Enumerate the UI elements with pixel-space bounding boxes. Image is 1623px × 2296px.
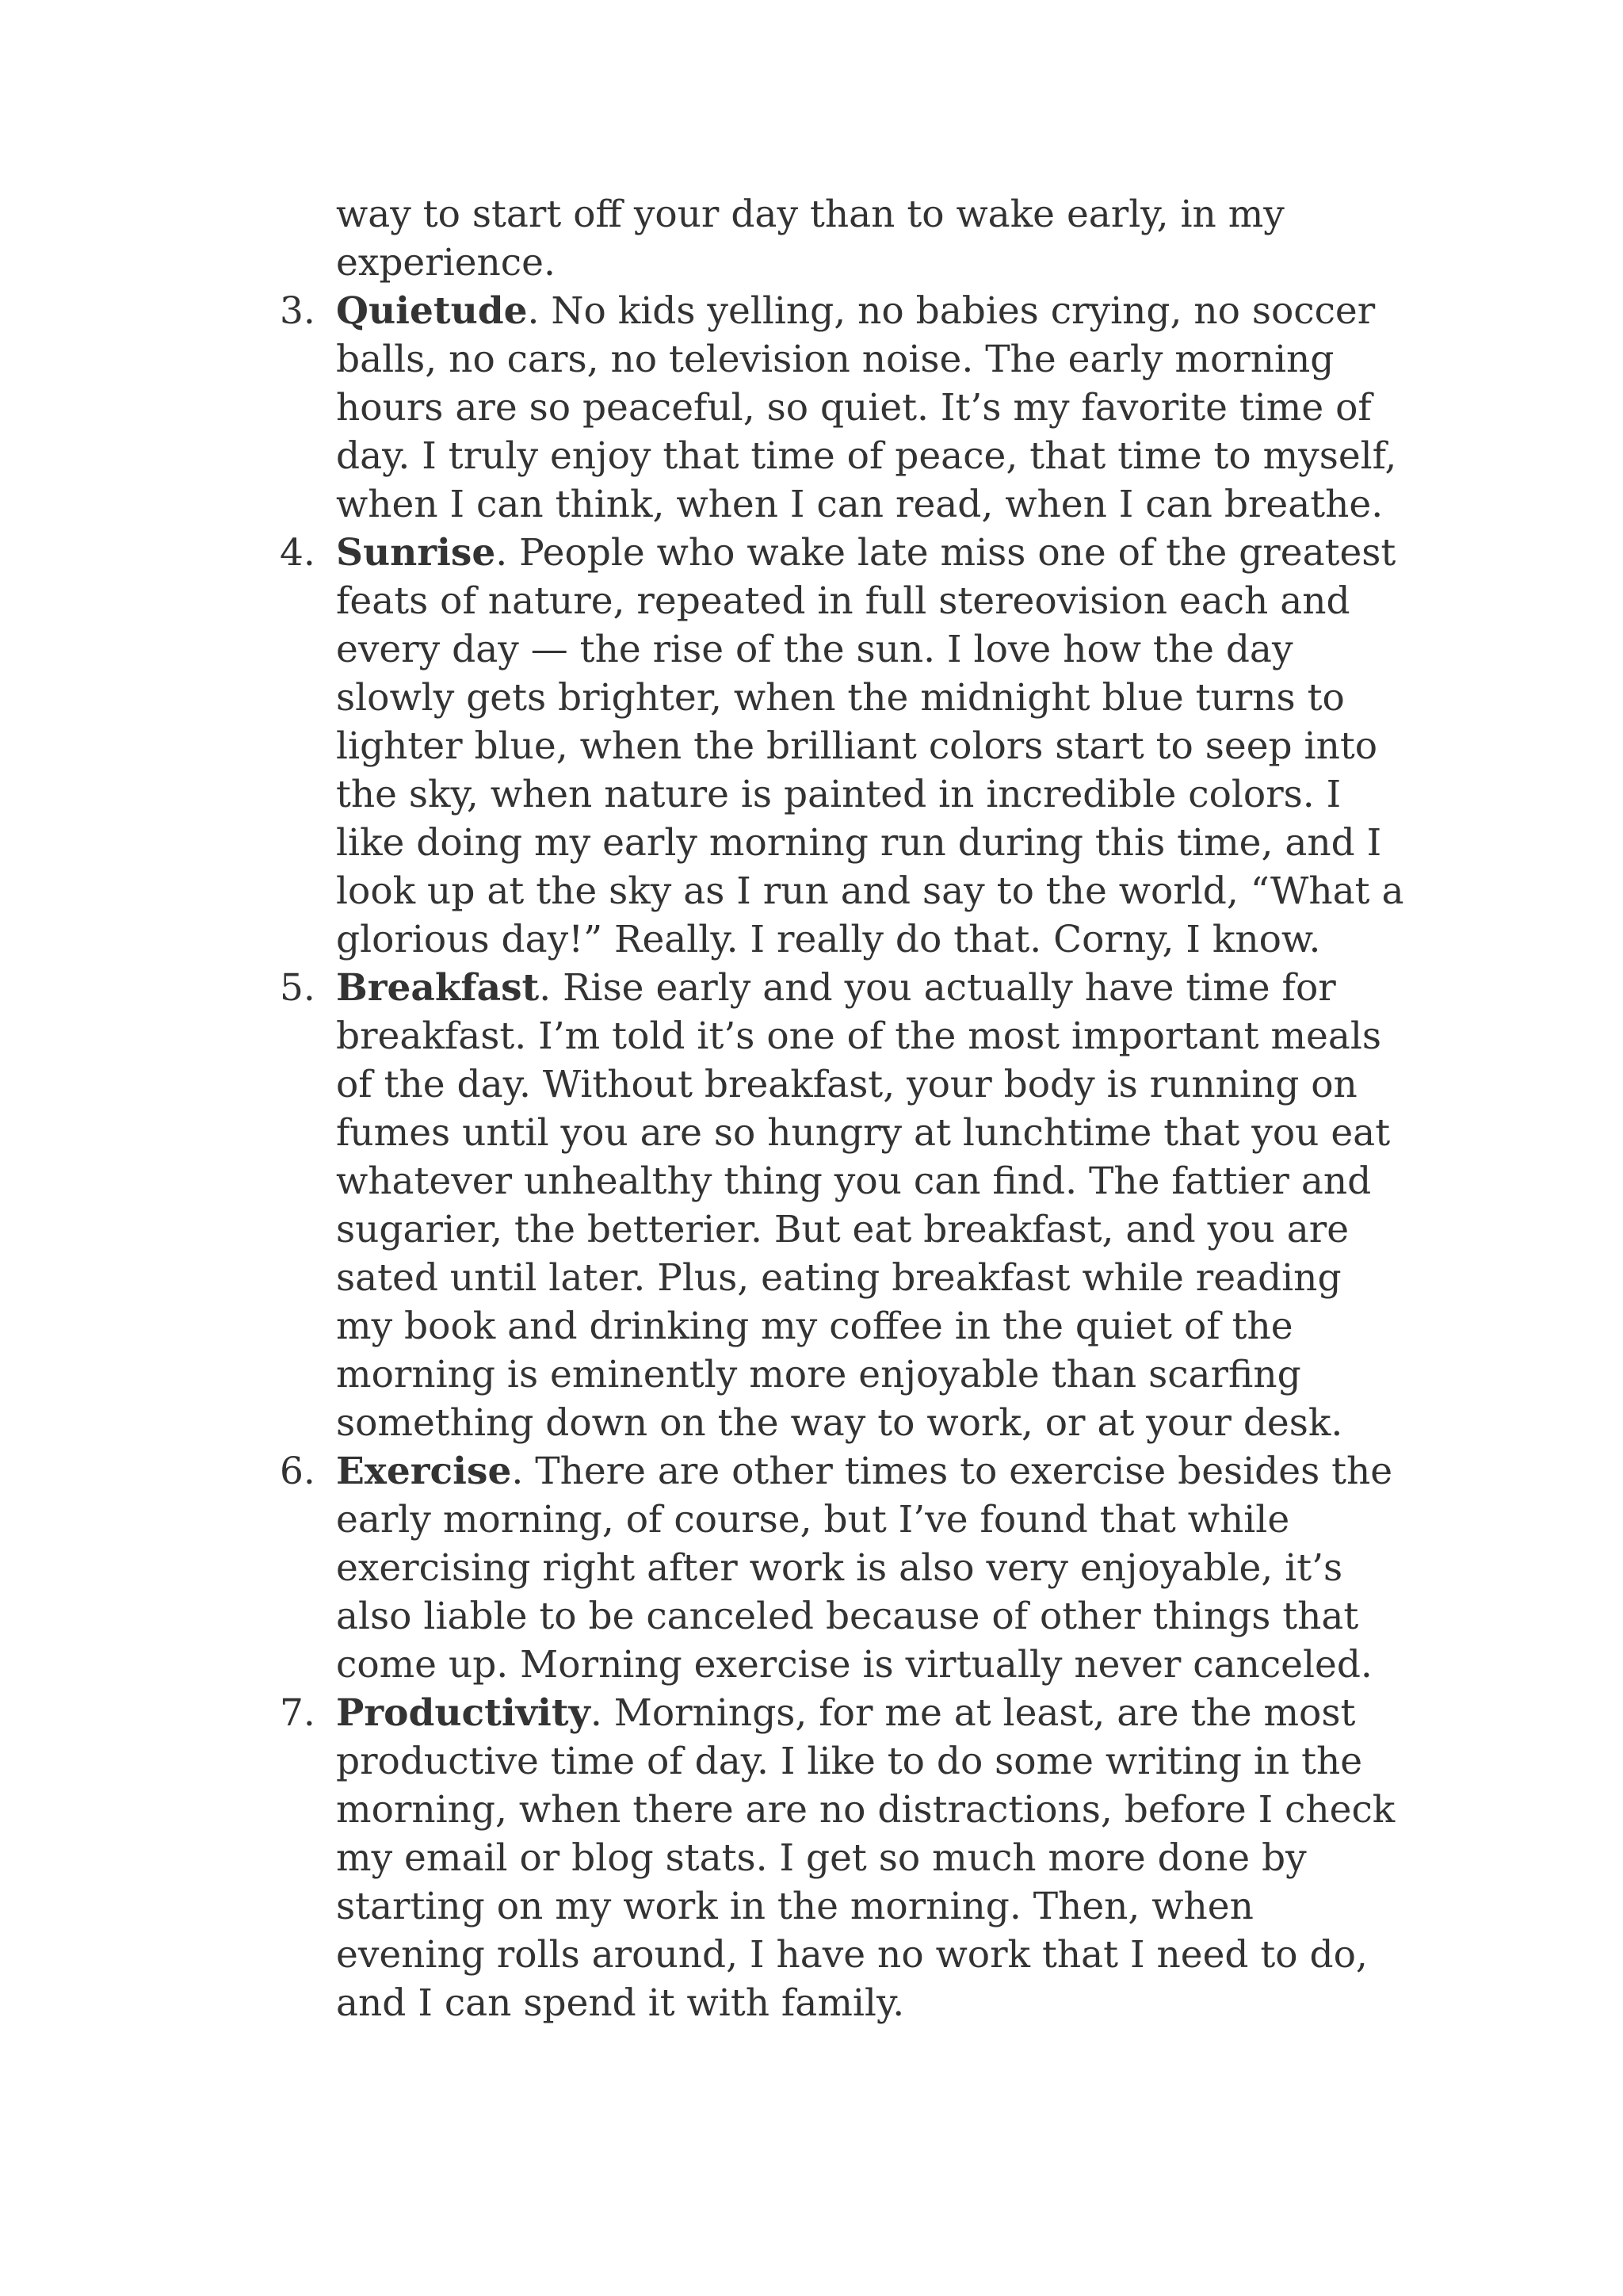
list-item-term: Productivity — [336, 1691, 590, 1735]
list-item — [0, 1447, 1406, 1689]
list-item-text: . Rise early and you actually have time for breakfast. I’m told it’s one of the most important meals of the day. Without breakfast, your body is running on fumes until you are so hungry at lunchtime that you eat whatever unhealthy thing you can find. The fattier and sugarier, the betterier. But eat breakfast, and you are sated until later. Plus, eating breakfast while reading my book and drinking my coffee in the quiet of the morning is eminently more enjoyable than scarfing something down on the way to work, or at your desk. — [336, 966, 1391, 1445]
list-item-number: 6. — [280, 1450, 315, 1493]
list-item-text: . People who wake late miss one of the greatest feats of nature, repeated in full stereovision each and every day — the rise of the sun. I love how the day slowly gets brighter, when the midnight blue turns to lighter blue, when the brilliant colors start to seep into the sky, when nature is painted in incredible colors. I like doing my early morning run during this time, and I look up at the sky as I run and say to the world, “What a glorious day!” Really. I really do that. Corny, I know. — [336, 531, 1404, 961]
list-item-term: Exercise — [336, 1450, 512, 1493]
list-item-term: Quietude — [336, 289, 528, 333]
continuation-paragraph: way to start off your day than to wake early, in my experience. — [336, 193, 1285, 285]
list-item-text: . Mornings, for me at least, are the most productive time of day. I like to do some writing in the morning, when there are no distractions, before I check my email or blog stats. I get so much more done by starting on my work in the morning. Then, when evening rolls around, I have no work that I need to do, and I can spend it with family. — [336, 1691, 1396, 2025]
list-item-term: Breakfast — [336, 966, 540, 1010]
list-item — [0, 529, 1406, 964]
list-item-number: 4. — [280, 531, 315, 575]
document-body — [0, 190, 1623, 2027]
numbered-list — [0, 287, 1623, 2027]
list-item — [0, 287, 1406, 529]
list-item — [0, 1689, 1406, 2027]
list-item — [0, 964, 1406, 1447]
list-item-number: 7. — [280, 1691, 315, 1735]
list-item-text: . No kids yelling, no babies crying, no soccer balls, no cars, no television noise. The early morning hours are so peaceful, so quiet. It’s my favorite time of day. I truly enjoy that time of peace, that time to myself, when I can think, when I can read, when I can breathe. — [336, 289, 1397, 526]
list-item-text: . There are other times to exercise besides the early morning, of course, but I’ve found that while exercising right after work is also very enjoyable, it’s also liable to be canceled because of other things that come up. Morning exercise is virtually never canceled. — [336, 1450, 1393, 1687]
list-item-number: 5. — [280, 966, 315, 1010]
list-item-number: 3. — [280, 289, 315, 333]
list-item-term: Sunrise — [336, 531, 496, 575]
